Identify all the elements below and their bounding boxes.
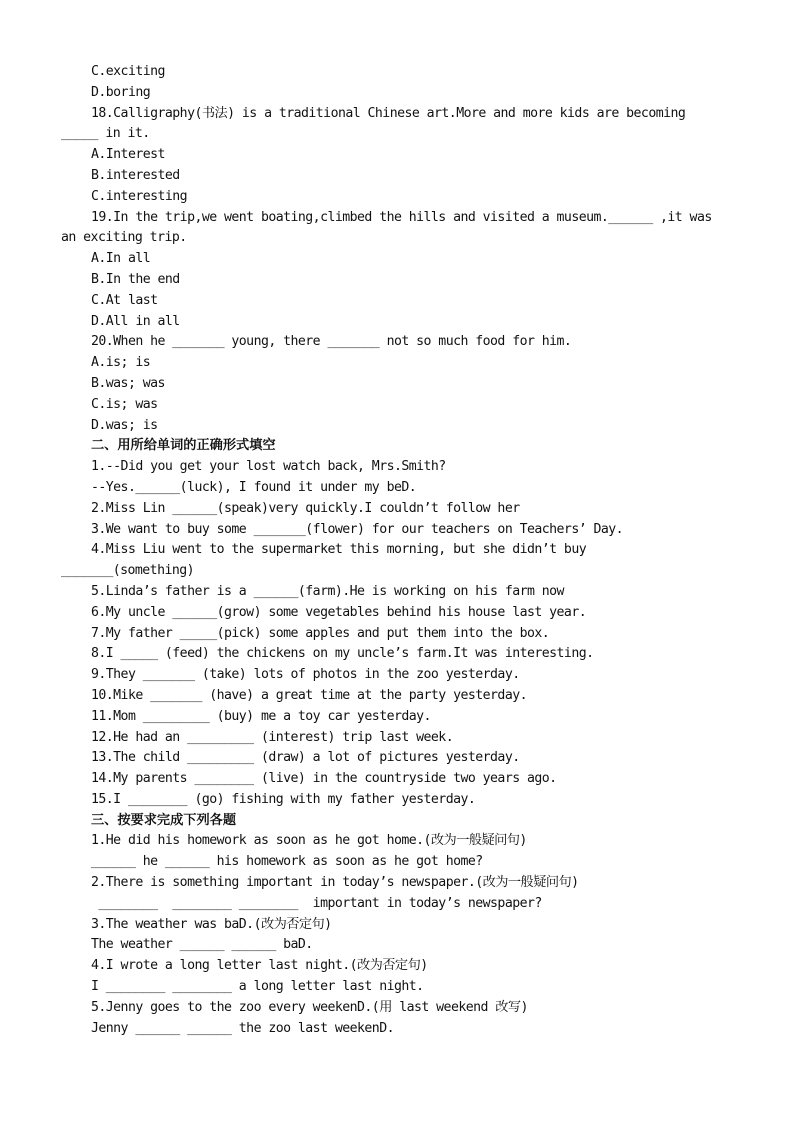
text-line: ______ he ______ his homework as soon as he got home? [91, 854, 483, 870]
text-line: 7.My father _____(pick) some apples and put them into the box. [91, 625, 550, 641]
text-line: C.interesting [91, 188, 188, 204]
text-line: _______(something) [61, 563, 195, 579]
text-line: 11.Mom _________ (buy) me a toy car yesterday. [91, 708, 431, 724]
text-line: 2.There is something important in today’s newspaper.(改为一般疑问句) [91, 875, 579, 891]
text-line: B.In the end [91, 271, 180, 287]
text-line: 1.--Did you get your lost watch back, Mrs.Smith? [91, 459, 446, 475]
text-line: D.was; is [91, 417, 158, 433]
text-line: C.exciting [91, 64, 165, 79]
text-line: C.At last [91, 292, 158, 308]
text-line: 19.In the trip,we went boating,climbed the hills and visited a museum.______ ,it was [91, 209, 712, 225]
text-line: D.boring [91, 84, 151, 100]
section-heading: 三、按要求完成下列各题 [91, 812, 237, 828]
text-line: I ________ ________ a long letter last night. [91, 979, 424, 995]
text-line: 5.Linda’s father is a ______(farm).He is working on his farm now [91, 583, 564, 599]
text-line: A.is; is [91, 355, 151, 371]
text-line: 4.Miss Liu went to the supermarket this morning, but she didn’t buy [91, 542, 587, 558]
text-line: Jenny ______ ______ the zoo last weekenD. [91, 1020, 394, 1036]
text-line: 13.The child _________ (draw) a lot of pictures yesterday. [91, 750, 520, 766]
section-heading: 二、用所给单词的正确形式填空 [91, 438, 276, 454]
document-page [0, 62, 794, 1039]
text-line: 9.They _______ (take) lots of photos in the zoo yesterday. [91, 667, 520, 683]
text-line: B.was; was [91, 375, 165, 391]
text-line: A.In all [91, 251, 151, 267]
text-line: 8.I _____ (feed) the chickens on my uncle’s farm.It was interesting. [91, 646, 594, 662]
text-line: 12.He had an _________ (interest) trip last week. [91, 729, 454, 745]
text-line: A.Interest [91, 147, 165, 163]
text-line: 15.I ________ (go) fishing with my father yesterday. [91, 791, 476, 807]
text-line: D.All in all [91, 313, 180, 329]
text-line: 1.He did his homework as soon as he got home.(改为一般疑问句) [91, 833, 527, 849]
text-line: C.is; was [91, 396, 158, 412]
text-line: ________ ________ ________ important in today’s newspaper? [91, 895, 542, 911]
text-line: 10.Mike _______ (have) a great time at the party yesterday. [91, 687, 527, 703]
text-line: The weather ______ ______ baD. [91, 937, 313, 953]
text-line: 3.We want to buy some _______(flower) for our teachers on Teachers’ Day. [91, 521, 624, 537]
text-line: B.interested [91, 167, 180, 183]
text-line: 20.When he _______ young, there _______ not so much food for him. [91, 334, 572, 350]
text-line: 3.The weather was baD.(改为否定句) [91, 916, 332, 932]
text-line: 2.Miss Lin ______(speak)very quickly.I couldn’t follow her [91, 500, 520, 516]
text-line: 4.I wrote a long letter last night.(改为否定句) [91, 958, 428, 974]
text-line: 5.Jenny goes to the zoo every weekenD.(用 last weekend 改写) [91, 999, 528, 1015]
text-line: _____ in it. [61, 126, 150, 142]
text-line: an exciting trip. [61, 230, 187, 246]
text-line: --Yes.______(luck), I found it under my beD. [91, 479, 417, 495]
text-line: 18.Calligraphy(书法) is a traditional Chinese art.More and more kids are becoming [91, 105, 686, 121]
text-line: 14.My parents ________ (live) in the countryside two years ago. [91, 771, 557, 787]
text-line: 6.My uncle ______(grow) some vegetables behind his house last year. [91, 604, 587, 620]
